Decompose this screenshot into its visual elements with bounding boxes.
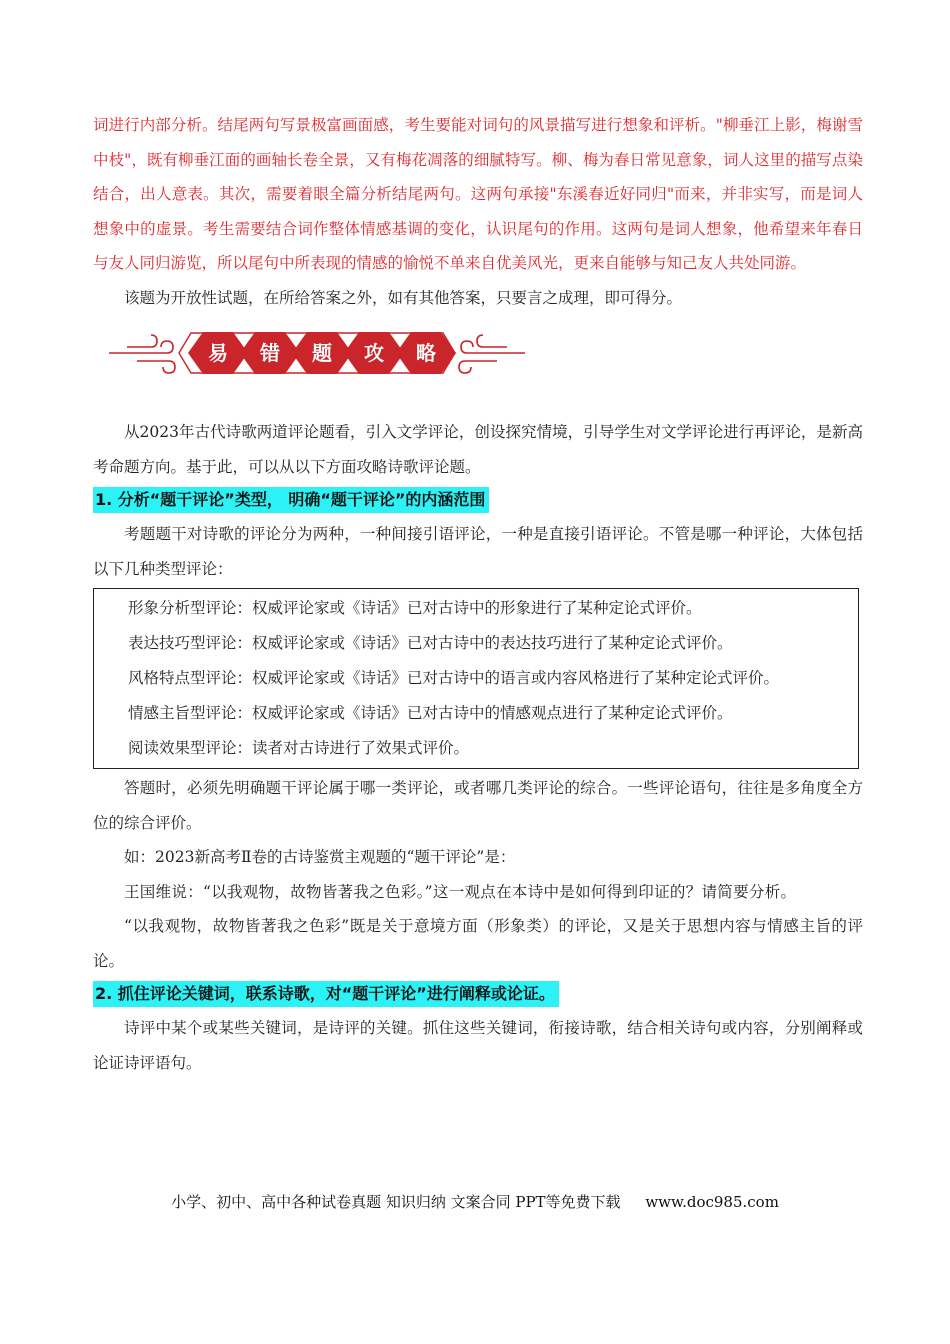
example-quote: 王国维说：“以我观物，故物皆著我之色彩。”这一观点在本诗中是如何得到印证的？请简要分析。: [124, 882, 797, 901]
footer-text: 小学、初中、高中各种试卷真题 知识归纳 文案合同 PPT等免费下载: [171, 1193, 621, 1211]
banner-char: 易: [208, 341, 228, 365]
comment-type-item: 情感主旨型评论：权威评论家或《诗话》已对古诗中的情感观点进行了某种定论式评价。: [128, 704, 733, 722]
keyword-paragraph: 诗评中某个或某些关键词，是诗评的关键。抓住这些关键词，衔接诗歌，结合相关诗句或内容，分别阐释或论证诗评语句。: [93, 1019, 863, 1072]
page-body: [93, 108, 863, 1080]
section-heading-1: 1. 分析“题干评论”类型， 明确“题干评论”的内涵范围: [93, 487, 489, 513]
answer-tip-paragraph: 答题时，必须先明确题干评论属于哪一类评论，或者哪几类评论的综合。一些评论语句，往往是多角度全方位的综合评价。: [93, 779, 863, 832]
analysis-paragraph: 词进行内部分析。结尾两句写景极富画面感，考生要能对词句的风景描写进行想象和评析。"柳垂江上影，梅谢雪中枝"，既有柳垂江面的画轴长卷全景，又有梅花凋落的细腻特写。柳、梅为春日常见意象，词人这里的描写点染结合，出人意表。其次，需要着眼全篇分析结尾两句。这两句承接"东溪春近好同归"而来，并非实写，而是词人想象中的虚景。考生需要结合词作整体情感基调的变化，认识尾句的作用。这两句是词人想象，他希望来年春日与友人同归游览，所以尾句中所表现的情感的愉悦不单来自优美风光，更来自能够与知己友人共处同游。: [93, 116, 863, 272]
banner-char: 攻: [364, 341, 384, 365]
footer-url[interactable]: www.doc985.com: [645, 1193, 779, 1211]
comment-type-item: 阅读效果型评论：读者对古诗进行了效果式评价。: [128, 739, 470, 757]
comment-type-item: 风格特点型评论：权威评论家或《诗话》已对古诗中的语言或内容风格进行了某种定论式评价。: [128, 669, 780, 687]
banner-char: 错: [260, 341, 280, 365]
comment-types-paragraph: 考题题干对诗歌的评论分为两种，一种间接引语评论，一种是直接引语评论。不管是哪一种评论，大体包括以下几种类型评论：: [93, 525, 863, 578]
section-heading-2: 2. 抓住评论关键词，联系诗歌，对“题干评论”进行阐释或论证。: [93, 981, 559, 1007]
comment-type-item: 表达技巧型评论：权威评论家或《诗话》已对古诗中的表达技巧进行了某种定论式评价。: [128, 634, 733, 652]
open-question-note: 该题为开放性试题，在所给答案之外，如有其他答案，只要言之成理，即可得分。: [124, 288, 683, 307]
page-footer: [0, 1191, 950, 1212]
example-intro: 如：2023新高考Ⅱ卷的古诗鉴赏主观题的“题干评论”是：: [124, 848, 516, 866]
banner-char: 题: [312, 341, 332, 365]
comment-type-item: 形象分析型评论：权威评论家或《诗话》已对古诗中的形象进行了某种定论式评价。: [128, 599, 702, 617]
intro-paragraph: 从2023年古代诗歌两道评论题看，引入文学评论，创设探究情境，引导学生对文学评论进行再评论，是新高考命题方向。基于此，可以从以下方面攻略诗歌评论题。: [93, 423, 863, 476]
comment-types-box: [93, 588, 859, 769]
banner-char: 略: [416, 341, 436, 365]
section-banner: [93, 317, 863, 393]
example-analysis: “以我观物，故物皆著我之色彩”既是关于意境方面（形象类）的评论，又是关于思想内容与情感主旨的评论。: [93, 917, 863, 970]
answer-analysis: [93, 108, 863, 281]
